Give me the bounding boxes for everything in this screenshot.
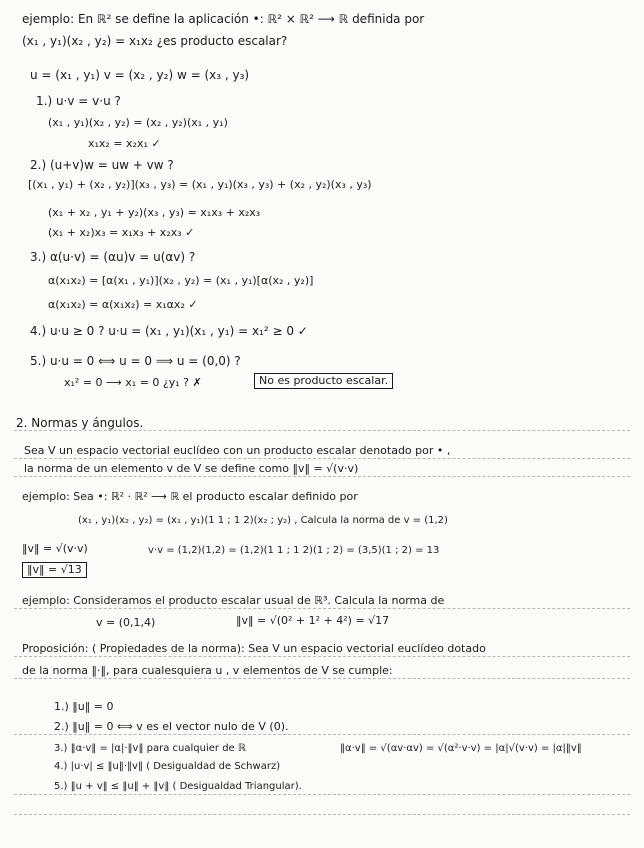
property-2-step-2: (x₁ + x₂ , y₁ + y₂)(x₃ , y₃) = x₁x₃ + x₂x₃: [48, 206, 261, 219]
property-4-line: 4.) u·u ≥ 0 ? u·u = (x₁ , y₁)(x₁ , y₁) = x₁² ≥ 0 ✓: [30, 324, 308, 338]
property-3-heading: 3.) α(u·v) = (αu)v = u(αv) ?: [30, 250, 196, 264]
norm-property-4: 4.) |u·v| ≤ ‖u‖·‖v‖ ( Desigualdad de Schwarz): [54, 761, 281, 772]
property-5-step: x₁² = 0 ⟶ x₁ = 0 ¿y₁ ? ✗: [64, 376, 202, 389]
property-2-step-1: [(x₁ , y₁) + (x₂ , y₂)](x₃ , y₃) = (x₁ , y₁)(x₃ , y₃) + (x₂ , y₂)(x₃ , y₃): [28, 178, 372, 191]
norm-property-3-proof: ‖α·v‖ = √(αv·αv) = √(α²·v·v) = |α|√(v·v) = |α|‖v‖: [340, 743, 582, 754]
property-3-step: α(x₁x₂) = [α(x₁ , y₁)](x₂ , y₂) = (x₁ , y₁)[α(x₂ , y₂)]: [48, 274, 314, 287]
norm-property-1: 1.) ‖u‖ = 0: [54, 700, 114, 713]
ruled-line: [14, 678, 630, 679]
example-3-result: ‖v‖ = √(0² + 1² + 4²) = √17: [236, 614, 390, 627]
norm-definition-2: la norma de un elemento v de V se define como ‖v‖ = √(v·v): [24, 462, 359, 475]
proposition-line-1: Proposición: ( Propiedades de la norma): Sea V un espacio vectorial euclídeo dotado: [22, 642, 486, 655]
vector-definitions: u = (x₁ , y₁) v = (x₂ , y₂) w = (x₃ , y₃): [30, 68, 250, 82]
norm-definition-1: Sea V un espacio vectorial euclídeo con un producto escalar denotado por • ,: [24, 444, 451, 457]
norm-property-5: 5.) ‖u + v‖ ≤ ‖u‖ + ‖v‖ ( Desigualdad Triangular).: [54, 781, 302, 792]
example-2-statement: ejemplo: Sea •: ℝ² · ℝ² ⟶ ℝ el producto escalar definido por: [22, 490, 358, 503]
section-title: 2. Normas y ángulos.: [16, 416, 144, 430]
ruled-line: [14, 458, 630, 459]
property-5-heading: 5.) u·u = 0 ⟺ u = 0 ⟹ u = (0,0) ?: [30, 354, 241, 368]
property-2-heading: 2.) (u+v)w = uw + vw ?: [30, 158, 174, 172]
ruled-line: [14, 656, 630, 657]
ruled-line: [14, 608, 630, 609]
example-statement: ejemplo: En ℝ² se define la aplicación •: ℝ² × ℝ² ⟶ ℝ definida por: [22, 12, 425, 26]
example-2-calculation: v·v = (1,2)(1,2) = (1,2)(1 1 ; 1 2)(1 ; 2) = (3,5)(1 ; 2) = 13: [148, 545, 440, 556]
property-1-step: (x₁ , y₁)(x₂ , y₂) = (x₂ , y₂)(x₁ , y₁): [48, 116, 228, 129]
example-3-vector: v = (0,1,4): [96, 616, 156, 629]
proposition-line-2: de la norma ‖·‖, para cualesquiera u , v elementos de V se cumple:: [22, 664, 393, 677]
conclusion-box: No es producto escalar.: [254, 373, 393, 389]
ruled-line: [14, 430, 630, 431]
ruled-line: [14, 814, 630, 815]
ruled-line: [14, 476, 630, 477]
example-2-definition: (x₁ , y₁)(x₂ , y₂) = (x₁ , y₁)(1 1 ; 1 2)(x₂ ; y₂) , Calcula la norma de v = (1,2): [78, 515, 448, 526]
example-definition: (x₁ , y₁)(x₂ , y₂) = x₁x₂ ¿es producto escalar?: [22, 34, 288, 48]
norm-property-3: 3.) ‖α·v‖ = |α|·‖v‖ para cualquier de ℝ: [54, 743, 246, 754]
ruled-line: [14, 794, 630, 795]
property-3-result: α(x₁x₂) = α(x₁x₂) = x₁αx₂ ✓: [48, 298, 198, 311]
ruled-line: [14, 734, 630, 735]
example-2-answer-box: ‖v‖ = √13: [22, 562, 87, 578]
property-2-result: (x₁ + x₂)x₃ = x₁x₃ + x₂x₃ ✓: [48, 226, 195, 239]
property-1-result: x₁x₂ = x₂x₁ ✓: [88, 137, 161, 150]
property-1-heading: 1.) u·v = v·u ?: [36, 94, 121, 108]
norm-property-2: 2.) ‖u‖ = 0 ⟺ v es el vector nulo de V (0).: [54, 720, 289, 733]
example-2-norm-formula: ‖v‖ = √(v·v): [22, 542, 88, 555]
example-3-statement: ejemplo: Consideramos el producto escalar usual de ℝ³. Calcula la norma de: [22, 594, 445, 607]
